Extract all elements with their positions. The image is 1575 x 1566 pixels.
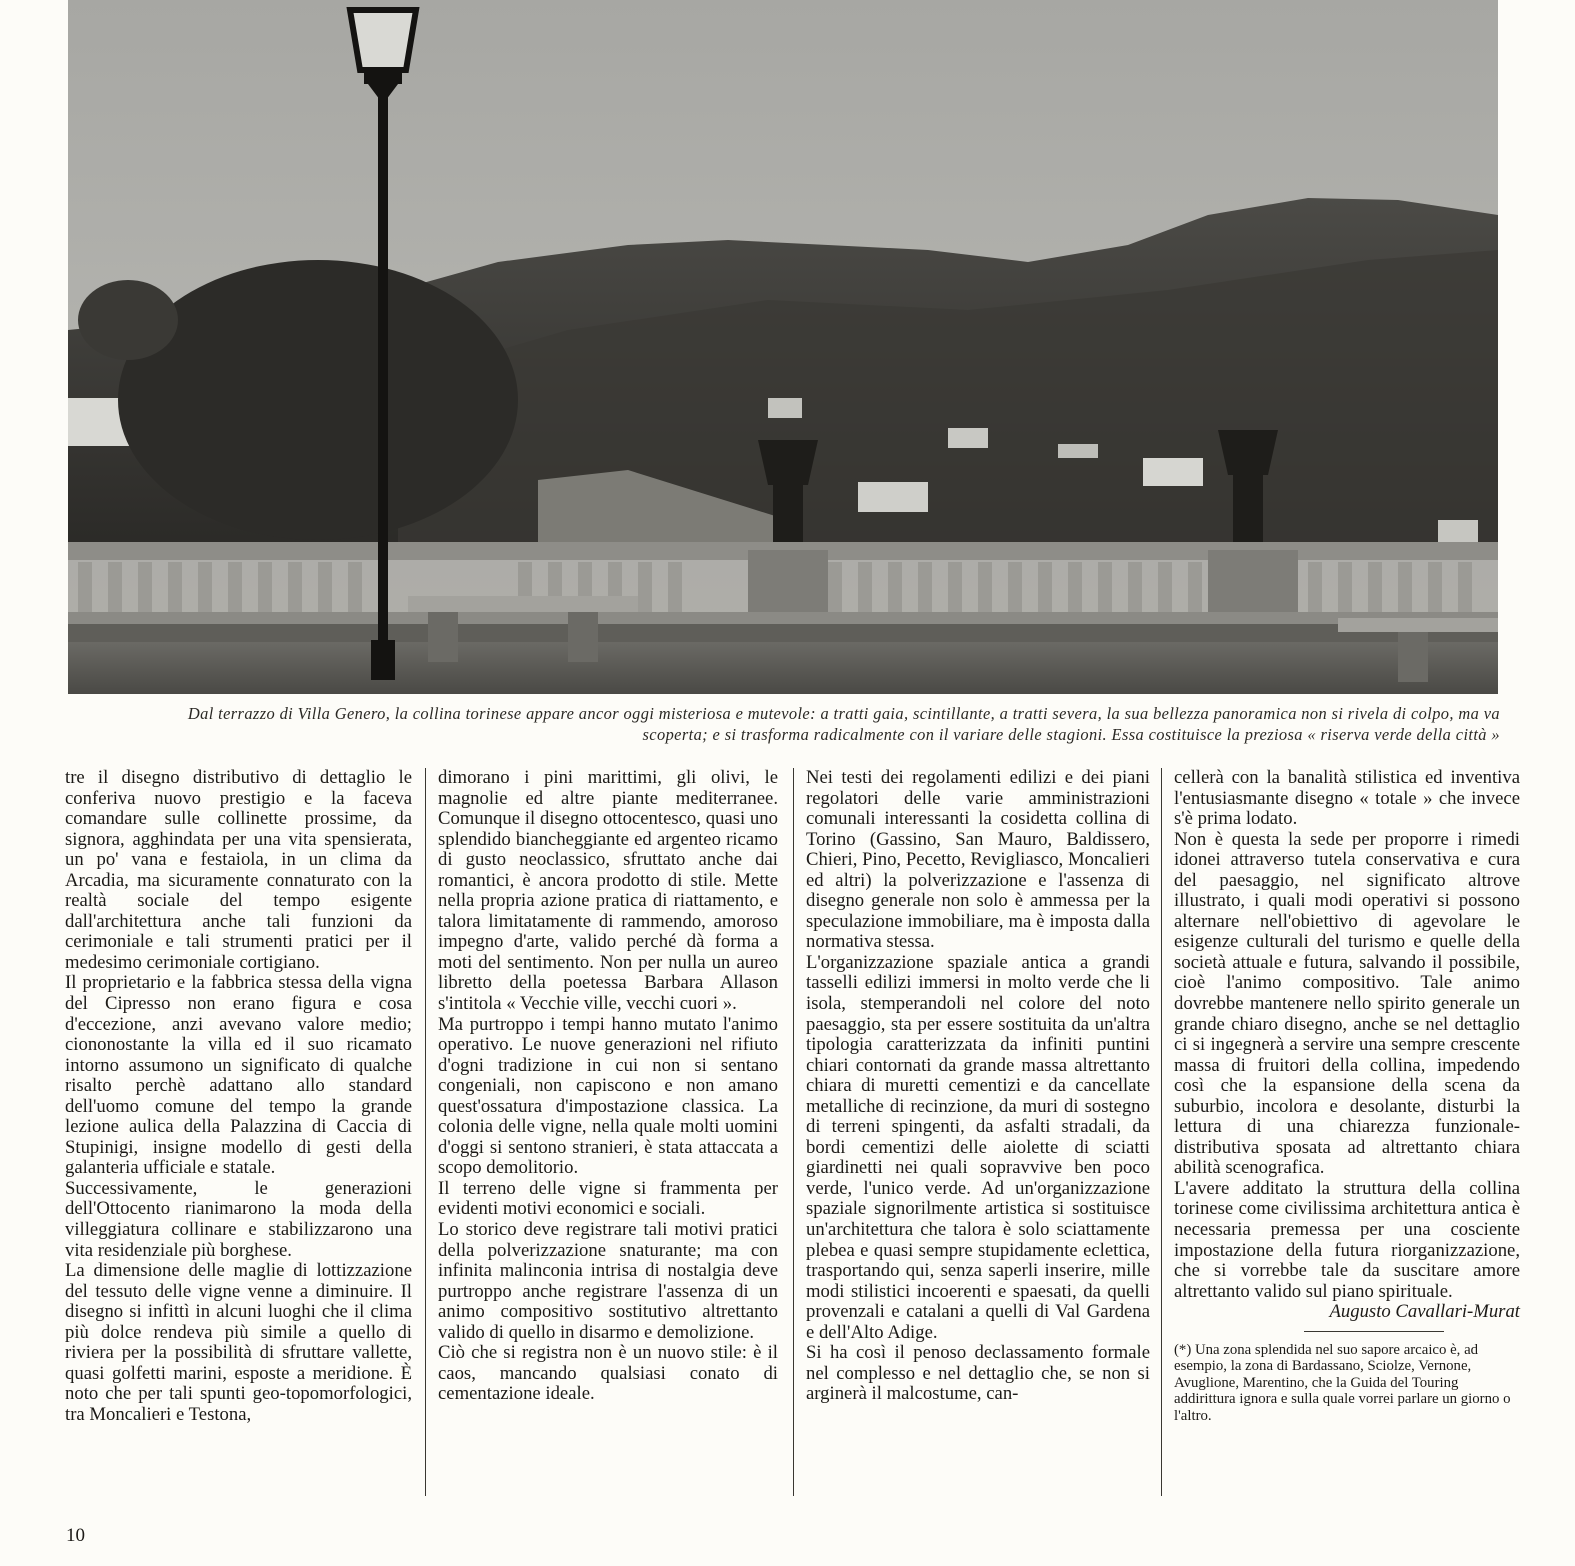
- paragraph: cellerà con la banalità stilistica ed inventiva l'entusiasmante disegno « totale » che invece s'è prima lodato.: [1174, 767, 1520, 830]
- text-column-3: [806, 768, 1150, 1513]
- text-column-1: [65, 768, 412, 1513]
- paragraph: Il terreno delle vigne si frammenta per evidenti motivi economici e sociali.: [438, 1177, 778, 1220]
- page-number: 10: [66, 1525, 85, 1546]
- footnote: (*) Una zona splendida nel suo sapore arcaico è, ad esempio, la zona di Bardassano, Sciolze, Vernone, Avuglione, Marentino, che la Guida del Touring addirittura ignora e sulla quale vorrei parlare un giorno o l'altro.: [1174, 1341, 1511, 1424]
- paragraph: La dimensione delle maglie di lottizzazione del tessuto delle vigne venne a diminuire. Il disegno si infittì in alcuni luoghi che il clima più dolce rendeva più simile a quello di riviera per la possibilità di sfruttare vallette, quasi golfetti marini, esposte a meridione. È noto che per tali spunti geo-topomorfologici, tra Moncalieri e Testona,: [65, 1260, 412, 1425]
- column-divider: [1161, 768, 1162, 1496]
- column-divider: [425, 768, 426, 1496]
- paragraph: Non è questa la sede per proporre i rimedi idonei attraverso tutela conservativa e cura del paesaggio, nel significato altrove illustrato, i quali modi operativi si possono alternare nell'obiettivo di agevolare le esigenze culturali del turismo e quelle della società attuale e futura, salvando il possibile, cioè l'animo compositivo. Tale animo dovrebbe mantenere nello spirito generale un grande chiaro disegno, anche se nel dettaglio ci si ingegnerà a servire una sempre crescente massa di fruitori della collina, impedendo così che la espansione della scena da suburbio, incolora e desolante, disturbi la lettura di una chiarezza funzionale-distributiva sposata ad altrettanto chiara abilità scenografica.: [1174, 828, 1520, 1179]
- paragraph: L'organizzazione spaziale antica a grandi tasselli edilizi immersi in molto verde che li isola, stemperandoli nel colore del noto paesaggio, sta per essere sostituita da un'altra tipologia caratterizzata da infiniti puntini chiari contornati da grande massa altrettanto chiara di muretti cementizi e da cancellate metalliche di recinzione, da muri di sostegno di terreni spingenti, da asfalti stradali, da bordi cementizi delle aiolette di sciatti giardinetti nei quali sopravvive ben poco verde, l'unico verde. Ad un'organizzazione spaziale signorilmente artistica si sostituisce un'architettura che talora è solo sciattamente plebea e quasi sempre stupidamente eclettica, trasportando qui, senza saperli inserire, mille modi stilistici incoerenti e spaesati, da quelli provenzali e catalani a quelli di Val Gardena e dell'Alto Adige.: [806, 951, 1150, 1343]
- paragraph: Ciò che si registra non è un nuovo stile: è il caos, mancando qualsiasi conato di cementazione ideale.: [438, 1342, 778, 1405]
- paragraph: Nei testi dei regolamenti edilizi e dei piani regolatori delle varie amministrazioni comunali interessanti la cosidetta collina di Torino (Gassino, San Mauro, Baldissero, Chieri, Pino, Pecetto, Revigliasco, Moncalieri ed altri) la polverizzazione e l'assenza di disegno generale non solo è ammessa per la speculazione immobiliare, ma è imposta dalla normativa stessa.: [806, 767, 1150, 953]
- text-column-4: [1174, 768, 1520, 1513]
- paragraph: L'avere additato la struttura della collina torinese come civilissima architettura antica è necessaria premessa per una cosciente impostazione della futura riorganizzazione, che si vorrebbe tale da suscitare amore altrettanto valido sul piano spirituale.: [1174, 1177, 1520, 1302]
- paragraph: Successivamente, le generazioni dell'Ottocento rianimarono la moda della villeggiatura collinare e stabilizzarono una vita residenziale più borghese.: [65, 1177, 412, 1261]
- paragraph: tre il disegno distributivo di dettaglio le conferiva nuovo prestigio e la faceva comandare sulle collinette prossime, da signora, agghindata per una vita spensierata, un po' vana e festaiola, in un clima da Arcadia, ma sicuramente connaturato con la realtà sociale del tempo esigente dall'architettura anche tali funzioni da cerimoniale e tali strumenti pratici per il medesimo cerimoniale cortigiano.: [65, 767, 412, 973]
- villa-terrace-photo: [68, 0, 1498, 694]
- column-divider: [793, 768, 794, 1496]
- author-signature: Augusto Cavallari-Murat: [1329, 1301, 1520, 1323]
- text-column-2: [438, 768, 778, 1513]
- paragraph: Ma purtroppo i tempi hanno mutato l'animo operativo. Le nuove generazioni nel rifiuto d'ogni tradizione in cui non si sentano congeniali, non capiscono e non amano quest'ossatura d'impostazione classica. La colonia delle vigne, nella quale molti uomini d'oggi si sentono stranieri, è stata attaccata a scopo demolitorio.: [438, 1013, 778, 1179]
- photo-caption: Dal terrazzo di Villa Genero, la collina torinese appare ancor oggi misteriosa e mutevole: a tratti gaia, scintillante, a tratti severa, la sua bellezza panoramica non si rivela di colpo, ma va scoperta; e si trasforma radicalmente con il variare delle stagioni. Essa costituisce la preziosa « riserva verde della città »: [187, 704, 1500, 744]
- paragraph: Il proprietario e la fabbrica stessa della vigna del Cipresso non erano figura e cosa d'eccezione, anzi avevano valore medio; ciononostante la villa ed il suo ricamato intorno assumono un significato di qualche risalto perchè adattano allo standard dell'uomo comune del tempo la grande lezione aulica della Palazzina di Caccia di Stupinigi, insigne modello di gesti della galanteria ufficiale e statale.: [65, 972, 412, 1179]
- paragraph: Si ha così il penoso declassamento formale nel complesso e nel dettaglio che, se non si arginerà il malcostume, can-: [806, 1342, 1150, 1405]
- paragraph: Lo storico deve registrare tali motivi pratici della polverizzazione snaturante; ma con infinita malinconia intrisa di nostalgia deve purtroppo anche registrare l'assenza di un animo compositivo sostitutivo altrettanto valido di quello in disarmo e demolizione.: [438, 1219, 778, 1343]
- footnote-rule: [1304, 1331, 1444, 1332]
- photograph-icon: [68, 0, 1498, 694]
- paragraph: dimorano i pini marittimi, gli olivi, le magnolie ed altre piante mediterranee. Comunque il disegno ottocentesco, quasi uno splendido biancheggiante ed argenteo ricamo di gusto neoclassico, sfruttato anche dai romantici, è ancora prodotto di stile. Mette nella propria azione pratica di riattamento, e talora limitatamente di rammendo, amoroso impegno d'arte, valido perché dà forma a moti del sentimento. Non per nulla un aureo libretto della poetessa Barbara Allason s'intitola « Vecchie ville, vecchi cuori ».: [438, 767, 778, 1015]
